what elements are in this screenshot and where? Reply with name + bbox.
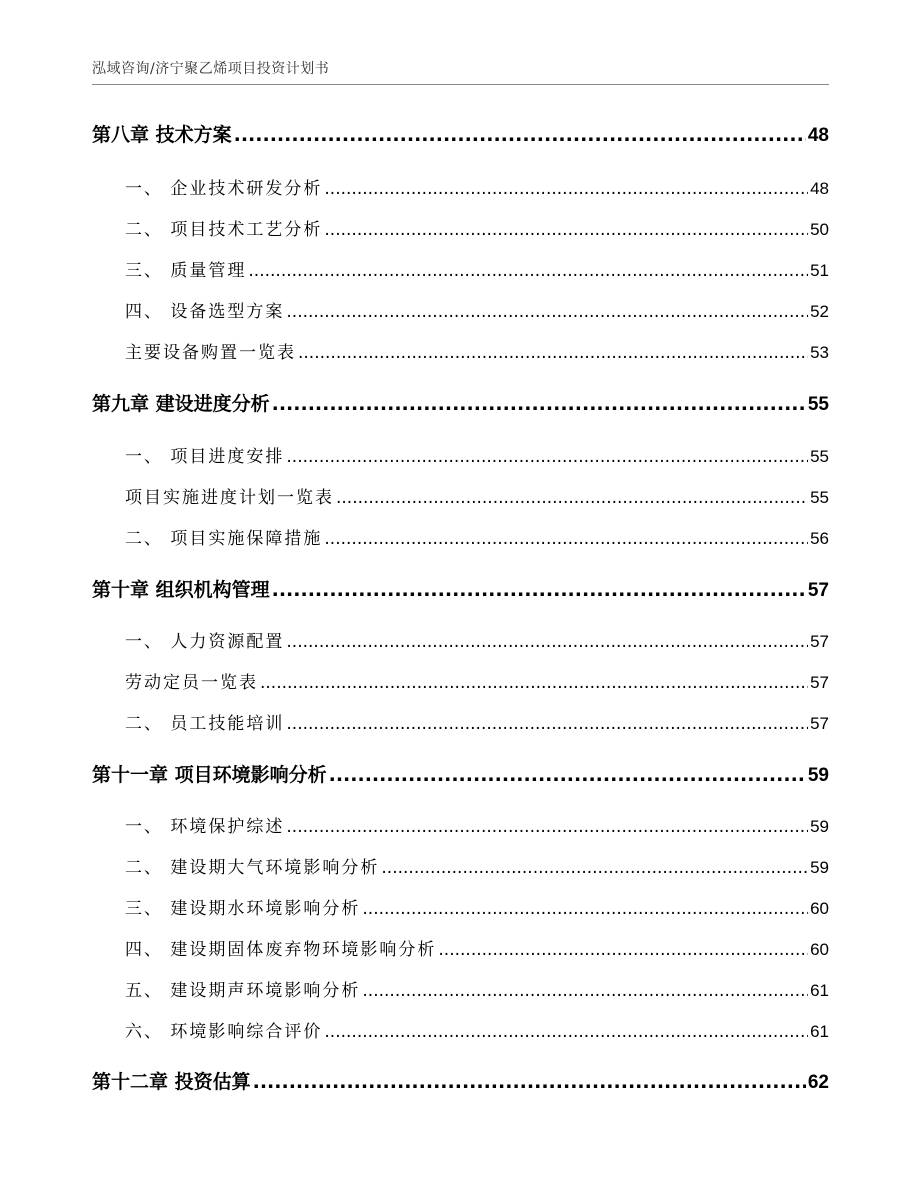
toc-leader: [272, 579, 806, 601]
toc-entry-label: 劳动定员一览表: [125, 673, 258, 693]
toc-page-number: 48: [807, 125, 829, 146]
toc-section[interactable]: [92, 709, 829, 734]
toc-leader: [324, 529, 808, 549]
toc-page-number: 60: [810, 940, 829, 959]
toc-page-number: 60: [810, 899, 829, 918]
toc-leader: [438, 940, 808, 960]
toc-page-number: 50: [810, 220, 829, 239]
toc-leader: [286, 817, 808, 837]
toc-leader: [286, 714, 808, 734]
toc-entry-label: 第九章 建设进度分析: [92, 393, 270, 415]
toc-chapter-9[interactable]: [92, 389, 829, 416]
toc-section[interactable]: [92, 297, 829, 322]
toc-page-number: 55: [810, 447, 829, 466]
toc-chapter-8[interactable]: [92, 120, 829, 147]
toc-leader: [362, 981, 808, 1001]
toc-entry-label: 第八章 技术方案: [92, 124, 232, 146]
toc-page-number: 53: [810, 343, 829, 362]
toc-section[interactable]: [92, 935, 829, 960]
toc-entry-label: 项目实施进度计划一览表: [125, 488, 334, 508]
toc-leader: [248, 261, 808, 281]
toc-section[interactable]: [92, 256, 829, 281]
toc-entry-label: 第十二章 投资估算: [92, 1071, 251, 1093]
toc-leader: [324, 179, 808, 199]
toc-page-number: 57: [807, 580, 829, 601]
toc-page-number: 59: [810, 817, 829, 836]
toc-section[interactable]: [92, 524, 829, 549]
toc-page-number: 52: [810, 302, 829, 321]
toc-page-number: 57: [810, 632, 829, 651]
toc-section[interactable]: [92, 894, 829, 919]
toc-chapter-12[interactable]: [92, 1067, 829, 1094]
running-header: 泓域咨询/济宁聚乙烯项目投资计划书: [92, 61, 330, 77]
toc-entry-label: 四、 建设期固体废弃物环境影响分析: [125, 940, 437, 960]
toc-page-number: 55: [810, 488, 829, 507]
toc-page-number: 59: [807, 765, 829, 786]
toc-section[interactable]: [92, 215, 829, 240]
toc-entry-label: 六、 环境影响综合评价: [125, 1022, 323, 1042]
toc-leader: [362, 899, 808, 919]
toc-page-number: 56: [810, 529, 829, 548]
toc-leader: [329, 764, 806, 786]
toc-entry-label: 一、 项目进度安排: [125, 447, 285, 467]
toc-leader: [253, 1071, 806, 1093]
toc-entry-label: 一、 环境保护综述: [125, 817, 285, 837]
toc-entry-label: 一、 人力资源配置: [125, 632, 285, 652]
toc-section[interactable]: [92, 853, 829, 878]
toc-entry-label: 一、 企业技术研发分析: [125, 179, 323, 199]
toc-page-number: 48: [810, 179, 829, 198]
toc-page-number: 57: [810, 673, 829, 692]
toc-entry-label: 二、 项目技术工艺分析: [125, 220, 323, 240]
toc-section[interactable]: [92, 1017, 829, 1042]
toc-leader: [286, 632, 808, 652]
toc-section[interactable]: [92, 174, 829, 199]
header-divider: [92, 84, 829, 85]
toc-entry-label: 第十章 组织机构管理: [92, 579, 270, 601]
toc-entry-label: 三、 建设期水环境影响分析: [125, 899, 361, 919]
toc-page-number: 62: [807, 1072, 829, 1093]
toc-section[interactable]: [92, 483, 829, 508]
toc-entry-label: 五、 建设期声环境影响分析: [125, 981, 361, 1001]
toc-section[interactable]: [92, 338, 829, 363]
toc-leader: [286, 447, 808, 467]
toc-leader: [324, 220, 808, 240]
toc-chapter-10[interactable]: [92, 575, 829, 602]
toc-entry-label: 三、 质量管理: [125, 261, 247, 281]
toc-leader: [336, 488, 808, 508]
toc-page-number: 59: [810, 858, 829, 877]
toc-entry-label: 二、 员工技能培训: [125, 714, 285, 734]
toc-section[interactable]: [92, 668, 829, 693]
toc-leader: [272, 393, 806, 415]
toc-leader: [286, 302, 808, 322]
toc-entry-label: 二、 建设期大气环境影响分析: [125, 858, 380, 878]
toc-entry-label: 第十一章 项目环境影响分析: [92, 764, 327, 786]
toc-leader: [260, 673, 808, 693]
toc-section[interactable]: [92, 976, 829, 1001]
toc-page-number: 61: [810, 1022, 829, 1041]
toc-leader: [234, 124, 806, 146]
toc-page-number: 57: [810, 714, 829, 733]
toc-page-number: 61: [810, 981, 829, 1000]
toc-leader: [381, 858, 808, 878]
toc-page-number: 51: [810, 261, 829, 280]
toc-entry-label: 主要设备购置一览表: [125, 343, 296, 363]
toc-section[interactable]: [92, 627, 829, 652]
toc-section[interactable]: [92, 442, 829, 467]
toc-leader: [324, 1022, 808, 1042]
toc-entry-label: 二、 项目实施保障措施: [125, 529, 323, 549]
toc-leader: [298, 343, 808, 363]
toc-chapter-11[interactable]: [92, 760, 829, 787]
toc-section[interactable]: [92, 812, 829, 837]
toc-entry-label: 四、 设备选型方案: [125, 302, 285, 322]
toc-page-number: 55: [807, 394, 829, 415]
